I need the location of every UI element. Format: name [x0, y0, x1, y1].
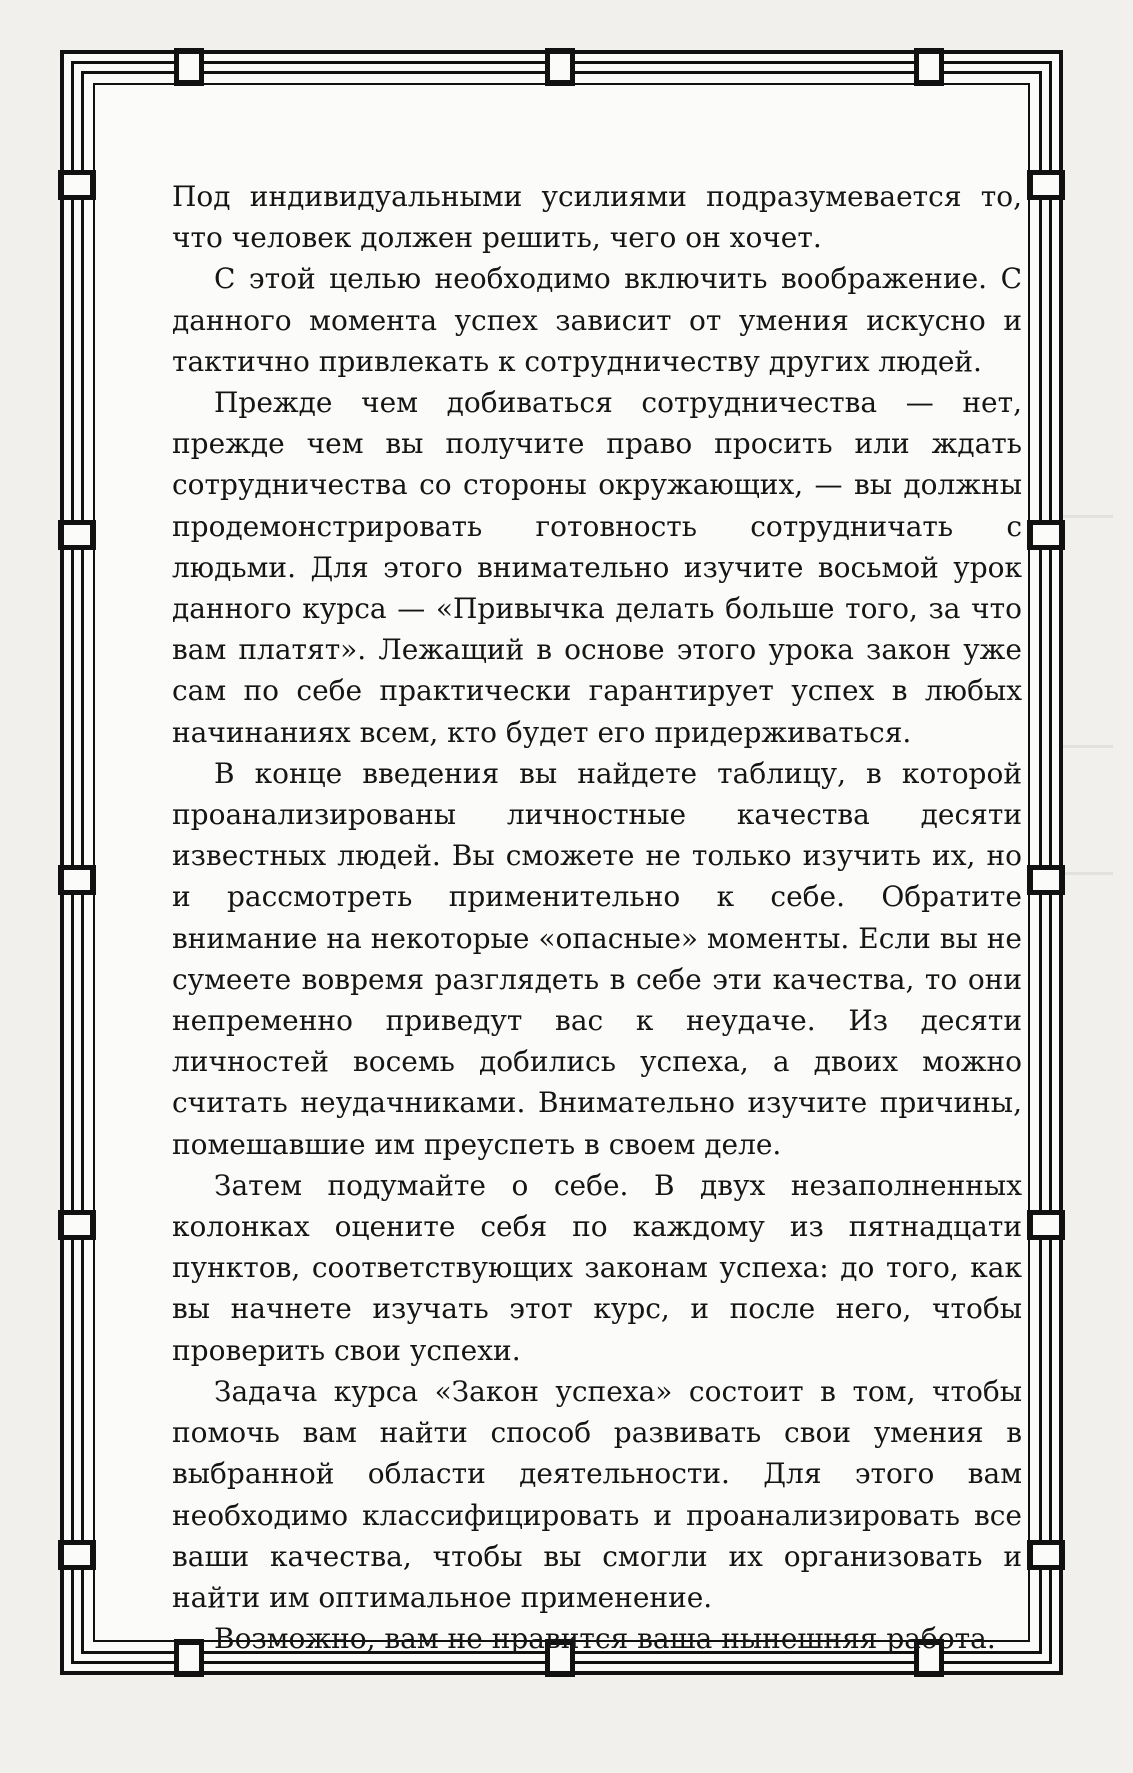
paragraph: В конце введения вы найдете таблицу, в которой проанализированы личностные качества десяти известных людей. Вы сможете не только изучить их, но и рассмотреть применительно к себе. Обратите внимание на некоторые «опасные» моменты. Если вы не сумеете вовремя разглядеть в себе эти качества, то они непременно приведут вас к неудаче. Из десяти личностей восемь добились успеха, а двоих можно считать неудачниками. Внимательно изучите причины, помешавшие им преуспеть в своем деле. — [172, 756, 1022, 1161]
frame-knot-ornament — [1027, 1210, 1065, 1240]
frame-knot-ornament — [1027, 170, 1065, 200]
frame-knot-ornament — [1027, 865, 1065, 895]
paragraph: Возможно, вам не нравится ваша нынешняя работа. — [214, 1622, 996, 1656]
frame-knot-ornament — [914, 48, 944, 86]
paragraph: Прежде чем добиваться сотрудничества — нет, прежде чем вы получите право просить или ждать сотрудничества со стороны окружающих, — вы должны продемонстрировать готовность сотрудничать с людьми. Для этого внимательно изучите восьмой урок данного курса — «Привычка делать больше того, за что вам платят». Лежащий в основе этого урока закон уже сам по себе практически гарантирует успех в любых начинаниях всем, кто будет его придерживаться. — [172, 386, 1022, 749]
frame-knot-ornament — [545, 48, 575, 86]
frame-knot-ornament — [58, 520, 96, 550]
frame-knot-ornament — [1027, 520, 1065, 550]
frame-knot-ornament — [58, 1210, 96, 1240]
paragraph: Задача курса «Закон успеха» состоит в том, чтобы помочь вам найти способ развивать свои умения в выбранной области деятельности. Для этого вам необходимо классифицировать и проанализировать все ваши качества, чтобы вы смогли их организовать и найти им оптимальное применение. — [172, 1374, 1022, 1614]
paragraph: С этой целью необходимо включить воображение. С данного момента успех зависит от умения искусно и тактично привлекать к сотрудничеству других людей. — [172, 262, 1022, 378]
page-body-text — [172, 176, 1022, 1659]
frame-knot-ornament — [1027, 1540, 1065, 1570]
frame-knot-ornament — [58, 1540, 96, 1570]
paragraph: Затем подумайте о себе. В двух незаполненных колонках оцените себя по каждому из пятнадцати пунктов, соответствующих законам успеха: до того, как вы начнете изучать этот курс, и после него, чтобы проверить свои успехи. — [172, 1168, 1022, 1367]
frame-knot-ornament — [58, 170, 96, 200]
frame-knot-ornament — [174, 48, 204, 86]
paragraph: Под индивидуальными усилиями подразумевается то, что человек должен решить, чего он хочет. — [172, 180, 1022, 255]
frame-knot-ornament — [58, 865, 96, 895]
